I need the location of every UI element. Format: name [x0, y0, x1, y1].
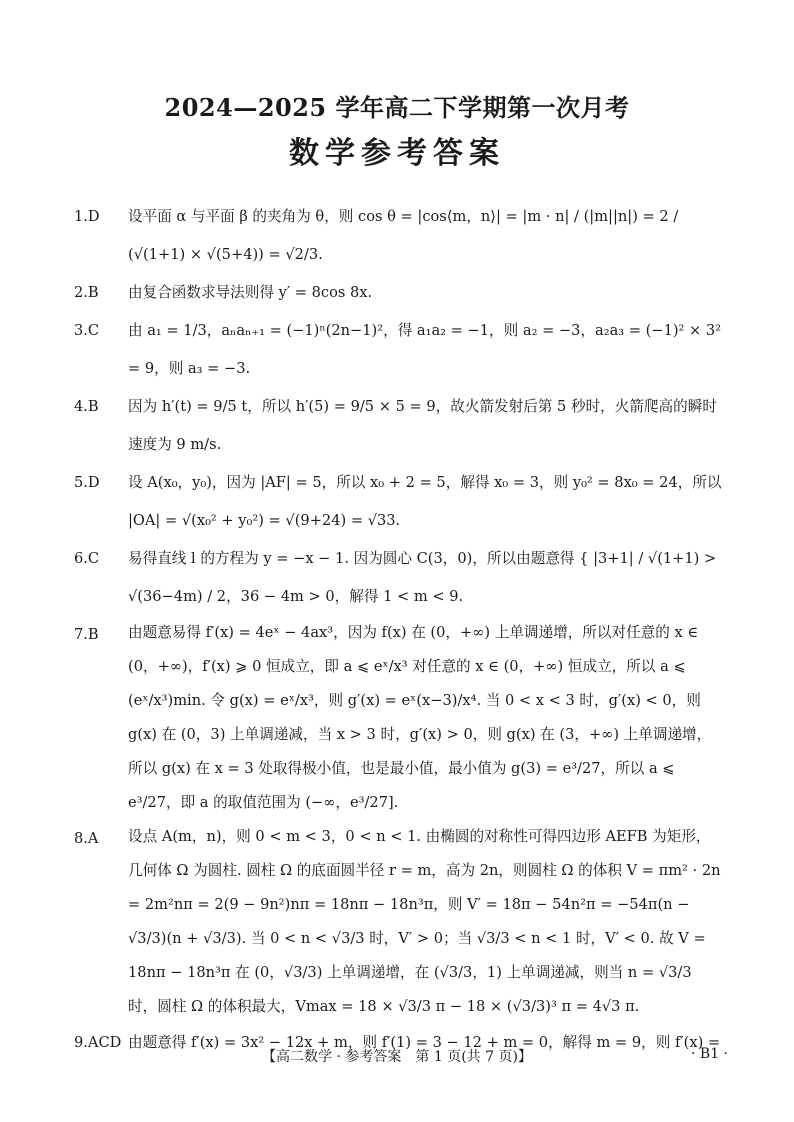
answer-item	[74, 464, 724, 540]
answer-text: 由复合函数求导法则得 y′ = 8cos 8x.	[128, 284, 373, 301]
answer-text: 由 a₁ = 1/3，aₙaₙ₊₁ = (−1)ⁿ(2n−1)²，得 a₁a₂ = −1，则 a₂ = −3，a₂a₃ = (−1)² × 3² = 9，则 a₃ = −3.	[128, 322, 722, 377]
answer-number: 9.ACD	[74, 1034, 122, 1051]
document-title: 数学参考答案	[289, 136, 505, 171]
answer-text: 由题意得 f′(x) = 3x² − 12x + m，则 f′(1) = 3 − 12 + m = 0，解得 m = 9，则 f′(x) =	[128, 1034, 721, 1051]
answer-number: 4.B	[74, 398, 99, 415]
page-footer: 【高二数学 · 参考答案 第 1 页(共 7 页)】	[262, 1049, 532, 1065]
answer-number: 7.B	[74, 626, 99, 643]
answer-text: 设平面 α 与平面 β 的夹角为 θ，则 cos θ = |cos⟨m，n⟩| = |m · n| / (|m||n|) = 2 / (√(1+1) × √(5+4)) = √2/3.	[128, 208, 679, 263]
page-id: · B1 ·	[691, 1046, 728, 1062]
answer-item	[74, 616, 724, 820]
answer-item	[74, 540, 724, 616]
answer-item	[74, 198, 724, 274]
answer-item	[74, 388, 724, 464]
answer-text: 易得直线 l 的方程为 y = −x − 1. 因为圆心 C(3，0)，所以由题意得 { |3+1| / √(1+1) > √(36−4m) / 2，36 − 4m > 0，解得 1 < m < 9.	[128, 550, 717, 605]
answer-list	[74, 198, 724, 1062]
answer-number: 8.A	[74, 830, 99, 847]
answer-number: 1.D	[74, 208, 100, 225]
answer-number: 2.B	[74, 284, 99, 301]
answer-text: 由题意易得 f′(x) = 4eˣ − 4ax³，因为 f(x) 在 (0，+∞) 上单调递增，所以对任意的 x ∈ (0，+∞)，f′(x) ⩾ 0 恒成立，即 a ⩽ eˣ/x³ 对任意的 x ∈ (0，+∞) 恒成立，所以 a ⩽ (eˣ/x³)min. 令 g(x) = eˣ/x³，则 g′(x) = eˣ(x−3)/x⁴. 当 0 < x < 3 时，g′(x) < 0，则 g(x) 在 (0，3) 上单调递减，当 x > 3 时，g′(x) > 0，则 g(x) 在 (3，+∞) 上单调递增，所以 g(x) 在 x = 3 处取得极小值，也是最小值，最小值为 g(3) = e³/27，所以 a ⩽ e³/27，即 a 的取值范围为 (−∞，e³/27].	[128, 624, 712, 811]
answer-text: 设点 A(m，n)，则 0 < m < 3，0 < n < 1. 由椭圆的对称性可得四边形 AEFB 为矩形，几何体 Ω 为圆柱. 圆柱 Ω 的底面圆半径 r = m，高为 2n，则圆柱 Ω 的体积 V = πm² · 2n = 2m²nπ = 2(9 − 9n²)nπ = 18nπ − 18n³π，则 V′ = 18π − 54n²π = −54π(n − √3/3)(n + √3/3). 当 0 < n < √3/3 时，V′ > 0；当 √3/3 < n < 1 时，V′ < 0. 故 V = 18nπ − 18n³π 在 (0，√3/3) 上单调递增，在 (√3/3，1) 上单调递减，则当 n = √3/3 时，圆柱 Ω 的体积最大，Vmax = 18 × √3/3 π − 18 × (√3/3)³ π = 4√3 π.	[128, 828, 721, 1015]
answer-text: 设 A(x₀，y₀)，因为 |AF| = 5，所以 x₀ + 2 = 5，解得 x₀ = 3，则 y₀² = 8x₀ = 24，所以 |OA| = √(x₀² + y₀²) = √(9+24) = √33.	[128, 474, 722, 529]
answer-number: 3.C	[74, 322, 100, 339]
answer-text: 因为 h′(t) = 9/5 t，所以 h′(5) = 9/5 × 5 = 9，故火箭发射后第 5 秒时，火箭爬高的瞬时速度为 9 m/s.	[128, 398, 717, 453]
exam-title: 2024—2025 学年高二下学期第一次月考	[164, 93, 630, 122]
answer-item	[74, 312, 724, 388]
answer-number: 5.D	[74, 474, 100, 491]
answer-item	[74, 274, 724, 312]
answer-item	[74, 820, 724, 1024]
answer-number: 6.C	[74, 550, 100, 567]
